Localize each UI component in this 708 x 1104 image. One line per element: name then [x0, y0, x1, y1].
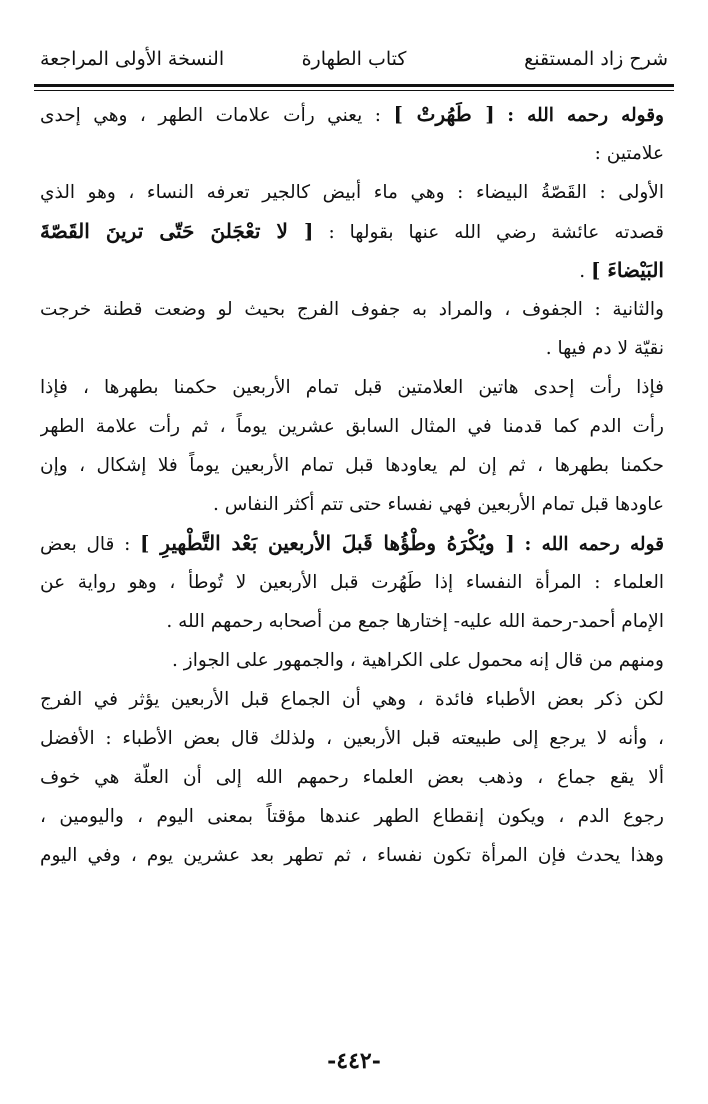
text-segment: علامتين :: [594, 143, 664, 164]
quoted-phrase: [ ويُكْرَهُ وطْؤُها قَبلَ الأربعين بَعْد التَّطْهيرِ ]: [140, 531, 515, 555]
text-line: [40, 602, 664, 641]
header-edition-note: النسخة الأولى المراجعة: [40, 48, 225, 70]
text-line: [40, 212, 664, 251]
text-segment: : قال بعض: [40, 534, 131, 555]
body-text: [40, 95, 664, 875]
text-segment: رجوع الدم ، ويكون إنقطاع الطهر عندها مؤقتاً بمعنى اليوم ، واليومين ،: [40, 806, 664, 827]
header-chapter-title: كتاب الطهارة: [301, 48, 407, 70]
text-segment: لكن ذكر بعض الأطباء فائدة ، وهي أن الجماع قبل الأربعين يؤثر في الفرج: [40, 689, 664, 710]
text-line: [40, 836, 664, 875]
text-line: [40, 719, 664, 758]
header-divider-thick: [34, 84, 674, 87]
text-line: [40, 758, 664, 797]
text-line: [40, 446, 664, 485]
text-line: [40, 173, 664, 212]
text-segment: والثانية : الجفوف ، والمراد به جفوف الفرج بحيث لو وضعت قطنة خرجت: [40, 299, 664, 320]
text-line: [40, 797, 664, 836]
text-line: [40, 524, 664, 563]
text-segment: عاودها قبل تمام الأربعين فهي نفساء حتى تتم أكثر النفاس .: [213, 494, 664, 515]
text-segment: رأت الدم كما قدمنا في المثال السابق عشرين يوماً ، ثم رأت علامة الطهر: [40, 416, 664, 437]
text-segment: ومنهم من قال إنه محمول على الكراهية ، والجمهور على الجواز .: [172, 650, 664, 671]
text-segment: ألا يقع جماع ، وذهب بعض العلماء رحمهم الله إلى أن العلّة هي خوف: [40, 767, 664, 788]
text-line: [40, 95, 664, 134]
text-line: [40, 134, 664, 173]
text-segment: حكمنا بطهرها ، ثم إن لم يعاودها قبل تمام الأربعين يوماً فلا إشكال ، وإن: [40, 455, 664, 476]
text-segment: الأولى : القَصّةُ البيضاء : وهي ماء أبيض كالجير تعرفه النساء ، وهو الذي: [40, 182, 664, 203]
text-line: [40, 407, 664, 446]
text-line: [40, 290, 664, 329]
text-segment: قصدته عائشة رضي الله عنها بقولها :: [328, 222, 664, 243]
quoted-phrase: [ طَهُرتْ ]: [393, 102, 495, 126]
text-line: [40, 641, 664, 680]
text-line: [40, 563, 664, 602]
text-segment: ، وأنه لا يرجع إلى طبيعته قبل الأربعين ، ولذلك قال بعض الأطباء : الأفضل: [40, 728, 664, 749]
text-segment: فإذا رأت إحدى هاتين العلامتين قبل تمام الأربعين حكمنا بطهرها ، فإذا: [40, 377, 664, 398]
header-divider-thin: [34, 90, 674, 91]
text-line: [40, 680, 664, 719]
text-segment: العلماء : المرأة النفساء إذا طَهُرت قبل الأربعين لا تُوطأ ، وهو رواية عن: [40, 572, 664, 593]
page-header: [34, 44, 674, 80]
quoted-phrase: [ لا تعْجَلنَ حَتّى ترينَ القَصّةَ: [40, 219, 314, 243]
bold-lead: قوله رحمه الله :: [524, 534, 664, 555]
page-number: -٤٤٢-: [327, 1048, 381, 1074]
text-line: [40, 251, 664, 290]
text-segment: الإمام أحمد-رحمة الله عليه- إختارها جمع من أصحابه رحمهم الله .: [166, 611, 664, 632]
text-line: [40, 485, 664, 524]
bold-lead: وقوله رحمه الله :: [507, 105, 664, 126]
header-book-title: شرح زاد المستقنع: [524, 48, 668, 70]
text-segment: وهذا يحدث فإن المرأة تكون نفساء ، ثم تطهر بعد عشرين يوم ، وفي اليوم: [40, 845, 664, 866]
text-line: [40, 368, 664, 407]
quoted-phrase: البَيْضاءَ ]: [591, 258, 664, 282]
text-segment: نقيّة لا دم فيها .: [545, 338, 664, 359]
text-line: [40, 329, 664, 368]
text-segment: : يعني رأت علامات الطهر ، وهي إحدى: [40, 105, 382, 126]
text-segment: .: [579, 261, 586, 282]
